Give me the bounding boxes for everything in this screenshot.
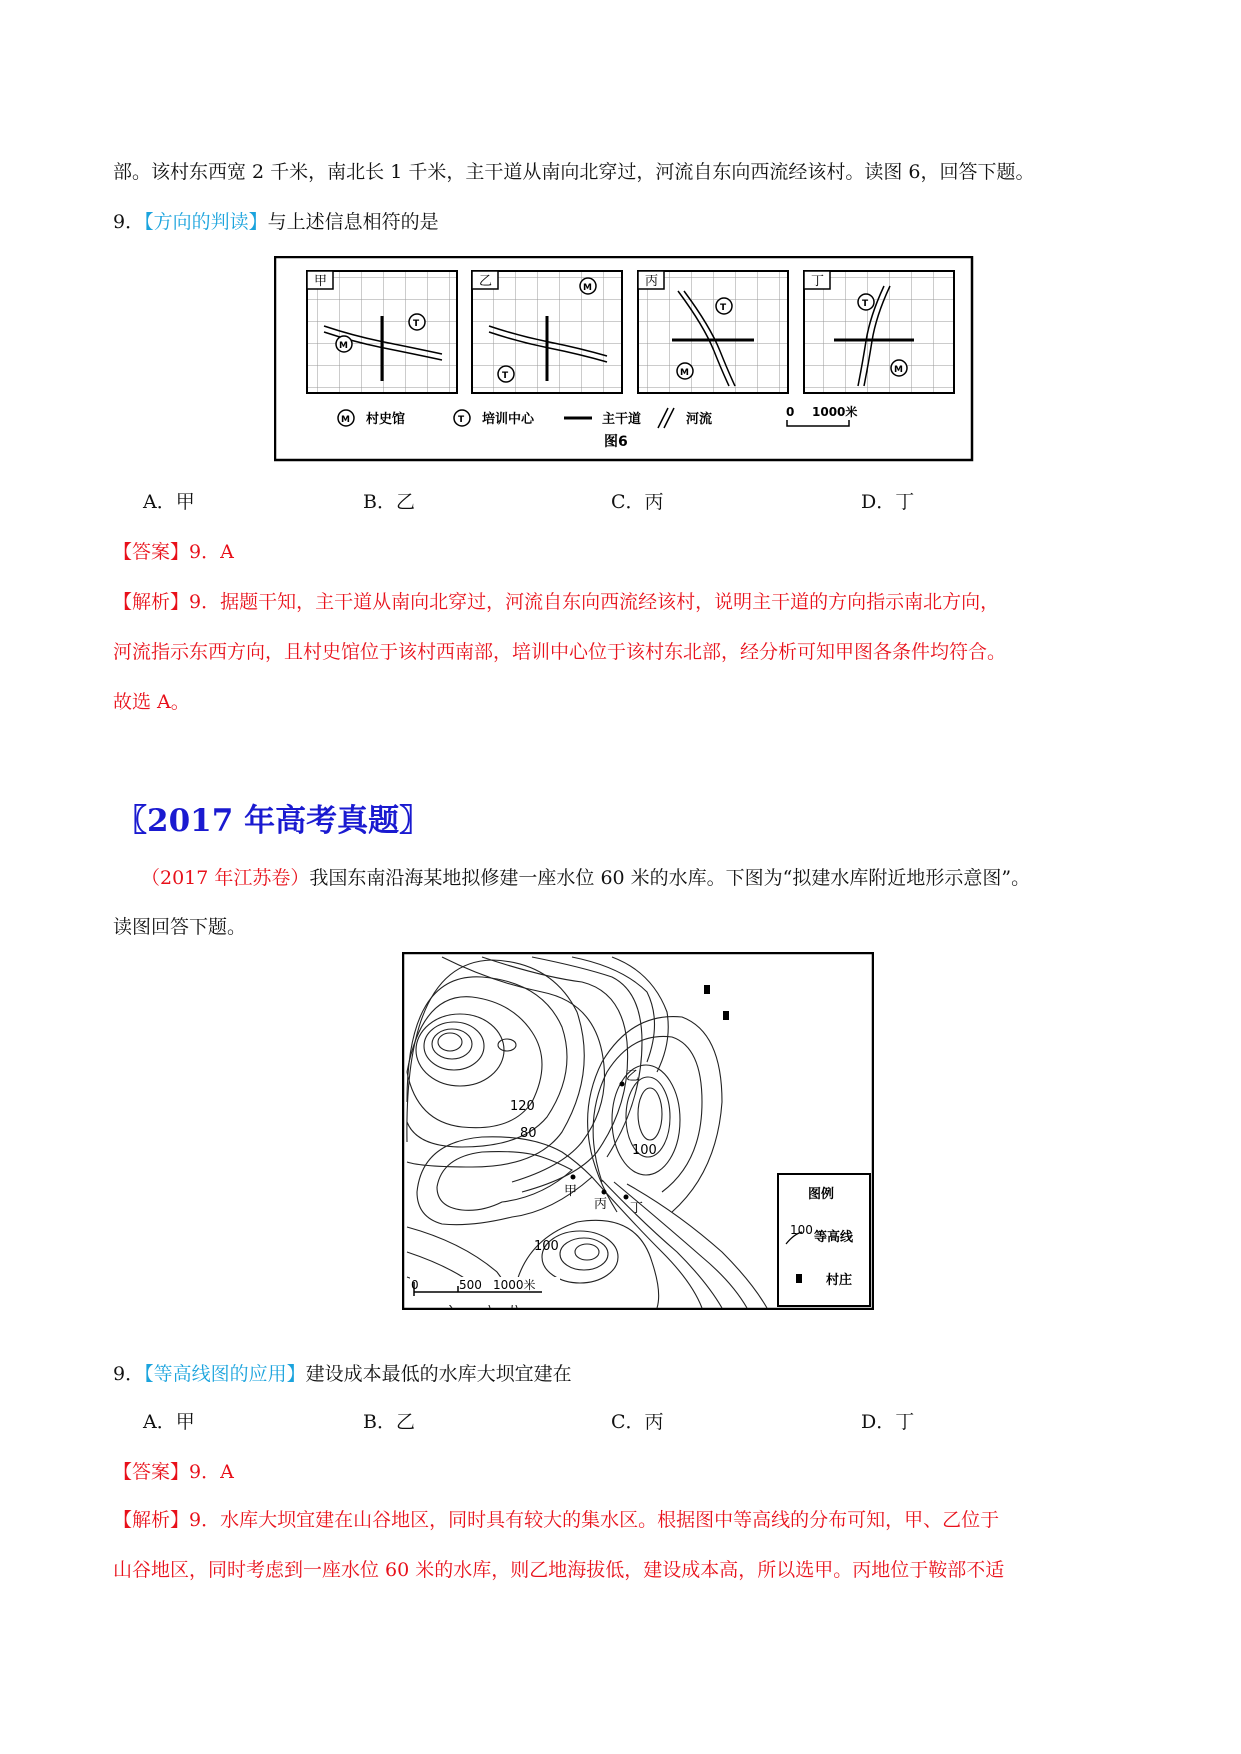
option-b: B．乙 — [363, 1411, 415, 1433]
panel-label: 甲 — [314, 274, 328, 289]
scale-value: 1000米 — [812, 405, 858, 419]
analysis-1-line-1: 【解析】9．据题干知，主干道从南向北穿过，河流自东向西流经该村，说明主干道的方向指示南北方向， — [113, 591, 1000, 613]
training-icon: T — [502, 371, 509, 381]
legend-village: 村庄 — [826, 1273, 853, 1288]
analysis-2-line-2: 山谷地区，同时考虑到一座水位 60 米的水库，则乙地海拔低，建设成本高，所以选甲。丙地位于鞍部不适 — [113, 1559, 1005, 1581]
point-yi: 乙 — [626, 1069, 640, 1084]
museum-icon: M — [339, 341, 348, 351]
contour-label-100-bottom: 100 — [534, 1239, 559, 1254]
question-text: 建设成本最低的水库大坝宜建在 — [305, 1363, 572, 1385]
question-source: （2017 年江苏卷） — [141, 867, 310, 889]
map-legend-title: 图例 — [808, 1187, 835, 1202]
intro-text: 部。该村东西宽 2 千米，南北长 1 千米，主干道从南向北穿过，河流自东向西流经该村。读图 6，回答下题。 — [113, 161, 1035, 183]
panel-label: 丙 — [645, 274, 659, 289]
legend-training: 培训中心 — [482, 412, 535, 427]
section-heading: 〖2017 年高考真题〗 — [116, 803, 431, 839]
question-2-intro-2: 读图回答下题。 — [113, 916, 247, 938]
village-marker — [704, 985, 710, 994]
panel-yi — [472, 271, 622, 393]
training-icon: T — [458, 415, 465, 425]
panel-label: 乙 — [479, 274, 493, 289]
answer-2: 【答案】9．A — [113, 1461, 234, 1483]
question-2-stem — [113, 1362, 572, 1386]
option-d: D．丁 — [861, 1411, 915, 1433]
point-ding: 丁 — [630, 1201, 644, 1216]
museum-icon: M — [341, 415, 350, 425]
option-a: A．甲 — [143, 1411, 195, 1433]
contour-label-120: 120 — [510, 1099, 535, 1114]
figure-6 — [274, 256, 974, 462]
panel-bing — [638, 271, 788, 393]
question-text: 与上述信息相符的是 — [267, 211, 439, 233]
legend-river: 河流 — [686, 412, 713, 427]
question-tag: 【方向的判读】 — [144, 211, 268, 233]
contour-label-80: 80 — [520, 1126, 537, 1141]
contour-map — [402, 952, 874, 1310]
option-b: B．乙 — [363, 491, 415, 513]
question-number: 9． — [113, 211, 145, 233]
panel-ding — [804, 271, 954, 393]
map-scale-end: 1000米 — [493, 1278, 536, 1292]
figure-caption: 图6 — [604, 434, 628, 450]
answer-1: 【答案】9．A — [113, 541, 234, 563]
analysis-1-line-2: 河流指示东西方向，且村史馆位于该村西南部，培训中心位于该村东北部，经分析可知甲图各条件均符合。 — [113, 641, 1007, 663]
point-jia: 甲 — [564, 1184, 578, 1199]
option-c: C．丙 — [611, 491, 664, 513]
question-tag: 【等高线图的应用】 — [144, 1363, 306, 1385]
question-number: 9． — [113, 1363, 145, 1385]
question-2-intro — [141, 866, 1030, 890]
museum-icon: M — [894, 365, 903, 375]
contour-label-100-right: 100 — [632, 1143, 657, 1158]
panel-label: 丁 — [811, 274, 825, 289]
training-icon: T — [862, 299, 869, 309]
analysis-1-line-3: 故选 A。 — [113, 691, 190, 713]
option-d: D．丁 — [861, 491, 915, 513]
training-icon: T — [720, 303, 727, 313]
scale-zero: 0 — [786, 405, 795, 419]
museum-icon: M — [583, 283, 592, 293]
legend-museum: 村史馆 — [366, 412, 406, 427]
legend-road: 主干道 — [602, 412, 642, 427]
point-bing: 丙 — [594, 1197, 608, 1212]
question-1-stem — [113, 210, 439, 234]
training-icon: T — [413, 319, 420, 329]
question-intro: 我国东南沿海某地拟修建一座水位 60 米的水库。下图为“拟建水库附近地形示意图”。 — [309, 867, 1031, 889]
map-scale-zero: 0 — [411, 1278, 419, 1292]
map-scale-mid: 500 — [459, 1278, 482, 1292]
option-c: C．丙 — [611, 1411, 664, 1433]
legend-contour: 等高线 — [814, 1230, 854, 1245]
museum-icon: M — [680, 368, 689, 378]
analysis-2-line-1: 【解析】9．水库大坝宜建在山谷地区，同时具有较大的集水区。根据图中等高线的分布可知，甲、乙位于 — [113, 1509, 1000, 1531]
legend-contour-value: 100 — [790, 1223, 813, 1237]
village-marker — [723, 1011, 729, 1020]
panel-jia — [307, 271, 457, 393]
option-a: A．甲 — [143, 491, 195, 513]
